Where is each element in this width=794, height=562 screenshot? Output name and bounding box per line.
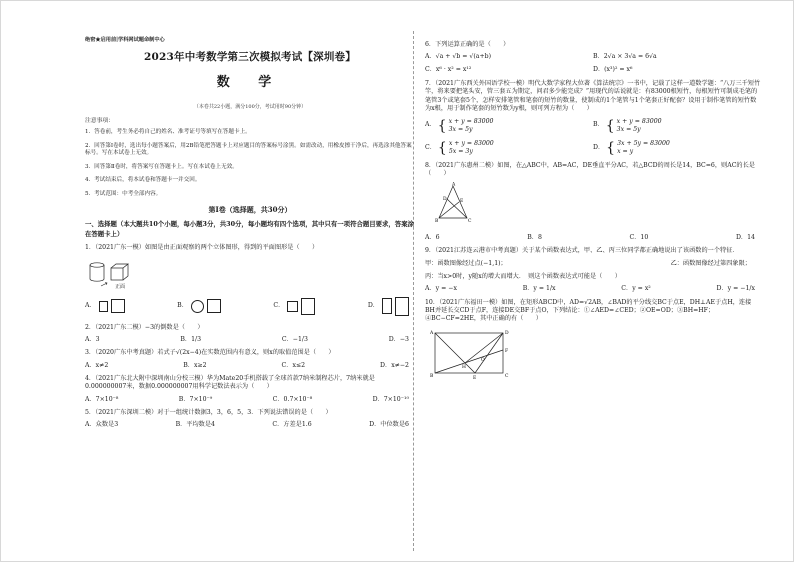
option-b[interactable]: B．7×10⁻⁹ [178,395,213,403]
option-c[interactable]: C．x≤2 [281,361,306,369]
note-item: 2．回答第Ⅰ卷时，选出每小题答案后，用2B铅笔把答题卡上对应题目的答案标号涂黑。如需改动，用橡皮擦干净后，再选涂其他答案标号。写在本试卷上无效。 [85,142,412,157]
option-c[interactable]: C．10 [629,233,649,241]
point-label-e: E [460,199,464,205]
point-label-f: F [505,348,509,354]
option-d[interactable] [593,140,761,156]
question-8-stem: 8．（2021广东惠州二模）如图，在△ABC中，AB=AC，DE垂直平分AC，若△BCD的周长是14，BC=6，则AC的长是（ ） [425,161,755,178]
rect-shape [301,298,315,315]
option-a[interactable]: A．x≠2 [85,361,109,369]
question-1-figure [85,259,415,289]
statement-bing: 丙：当x>0时，y随x的增大而增大． 则这个函数表达式可能是（ ） [425,272,621,280]
vertex-label-c: C [505,373,509,379]
part1-title: 第Ⅰ卷（选择题，共30分） [208,204,292,214]
option-b[interactable]: B．y = 1/x [522,285,556,293]
rectangle-figure [429,328,761,383]
question-4-options [85,396,415,404]
option-a[interactable]: A．√a + √b = √(a+b) [425,53,492,61]
question-10-stem: 10．（2021广东福田一模）如图，在矩形ABCD中，AD=√2AB，∠BAD的平分线交BC于点E，DH⊥AE于点H，连接BH并延长交CD于点F，连接DE交BF于点O，下列结论：①∠AED=∠CED；②OE=OD；③BH=HF；④BC−CF=2HE，其中正确的有（ ） [425,298,752,323]
equation-line: x + y = 83000 [616,117,662,125]
option-b-label: B． [177,301,188,309]
option-d[interactable]: D．−3 [388,335,409,343]
question-8-options [425,234,761,242]
option-d[interactable]: D．(x³)² = x⁶ [593,65,633,73]
question-1-stem: 1．（2021广东一模）如图是由正面观察的两个立体图形，得到的平面图形是（ ） [85,244,319,252]
equation-line: x + y = 83000 [448,117,494,125]
option-a[interactable]: A．众数是3 [85,421,119,429]
option-b[interactable] [177,299,221,313]
question-5-options [85,421,415,429]
option-a[interactable]: A．3 [85,335,100,343]
question-1-options [85,297,415,316]
rect-shape-tall [382,298,392,314]
brace-icon: { [437,139,447,156]
statement-jia: 甲：函数图像经过点(−1,1)； [425,259,507,267]
question-9-statements [425,260,761,268]
equation-line: x + y = 83000 [448,139,494,147]
option-d[interactable]: D．7×10⁻¹⁰ [372,395,409,403]
question-2-options [85,336,415,344]
point-label-h: H [462,364,466,370]
option-a[interactable]: A．y = −x [425,285,457,293]
square-shape [207,299,221,313]
option-c-label: C． [273,301,285,309]
option-a[interactable] [85,299,125,313]
option-d[interactable]: D．x≠−2 [380,361,409,369]
question-3-stem: 3．（2020广东中考真题）若式子√(2x−4)在实数范围内有意义，则x的取值范围是（ ） [85,349,335,357]
note-item: 4．考试结束后，将本试卷和答题卡一并交回。 [85,177,201,184]
question-3-options [85,362,415,370]
point-label-e: E [473,375,477,380]
question-2-stem: 2．（2021广东二模）−3的倒数是（ ） [85,323,204,331]
option-a-label: A． [85,301,96,309]
equation-line: x = y [617,147,634,155]
option-b[interactable]: B．8 [527,233,542,241]
rectangle-diagram [429,328,511,380]
option-c[interactable] [425,140,593,156]
square-shape-small [287,301,298,312]
option-d[interactable]: D．中位数是6 [369,421,409,429]
secret-mark: 绝密★启用前|学科网试题命制中心 [85,37,165,43]
option-a[interactable] [425,118,593,134]
question-7-stem: 7．（2021广东西关外国语学校一模）明代大数学家程大位著《算法统宗》一书中，记载了这样一道数学题：“八万三千短竹竿，将来要把笔头安，管三套五为期定，问君多少能完成？”用现代的话说就是：有83000根短竹，每根短竹可制成毛笔的笔管3个或笔套5个，怎样安排笔管和笔套的短竹的数量，使制成的1个笔管与1个笔套正好配套？设用于制作笔管的短竹数为x根，用于制作笔套的短竹数为y根，则可列方程为（ ） [425,80,761,113]
rect-shape-large [395,297,409,316]
triangle-diagram [433,182,477,226]
rect-shape-small [99,301,108,312]
option-c[interactable]: C．方差是1.6 [272,421,312,429]
option-a[interactable]: A．6 [425,233,440,241]
vertex-label-a: A [430,330,434,336]
option-b[interactable]: B．平均数是4 [175,421,215,429]
point-label-o: O [481,357,485,363]
question-6-options [425,53,761,74]
vertex-label-b: B [435,219,439,225]
option-d[interactable] [368,297,409,316]
question-9-options [425,285,761,293]
triangle-figure [433,182,761,229]
question-6-stem: 6．下列运算正确的是（ ） [425,41,510,48]
option-c[interactable]: C．y = x² [621,285,651,293]
option-c[interactable]: C．−1/3 [281,335,308,343]
vertex-label-d: D [505,330,509,336]
square-shape [111,299,125,313]
right-column [425,37,761,383]
note-item: 3．回答第Ⅱ卷时，将答案写在答题卡上。写在本试卷上无效。 [85,163,238,170]
notes-title: 注意事项： [85,118,114,125]
brace-icon: { [606,139,616,156]
option-c-label: C． [425,143,436,151]
option-b-label: B． [593,121,604,129]
part1-instructions: 一、选择题（本大题共10个小题，每小题3分，共30分，每小题均有四个选项，其中只有一项符合题目要求，答案涂在答题卡上） [85,220,414,238]
option-d-label: D． [593,143,605,151]
option-d[interactable]: D．y = −1/x [716,285,755,293]
option-a[interactable]: A．7×10⁻⁸ [85,395,119,403]
option-b[interactable]: B．1/3 [180,335,202,343]
option-d-label: D． [367,301,379,309]
equation-line: 5x = 3y [448,147,473,155]
equation-line: 3x = 5y [448,125,473,133]
question-9-stem: 9．（2021江苏连云港市中考真题）关于某个函数表达式，甲、乙、丙三位同学都正确地说出了该函数的一个特征． [425,247,739,255]
option-d[interactable]: D．14 [735,233,755,241]
option-a-label: A． [425,121,436,129]
brace-icon: { [605,117,615,134]
question-7-options [425,118,761,156]
option-c[interactable] [273,298,315,315]
vertex-label-a: A [452,182,456,188]
option-b[interactable] [593,118,761,134]
question-4-stem: 4．（2021广东北大附中深圳南山分校三模）华为Mate20手机搭载了全球首款7纳米制程芯片，7纳米就是0.000000007米，数据0.000000007用科学记数法表示为（ ） [85,375,375,391]
vertex-label-b: B [430,373,434,379]
option-c[interactable]: C．0.7×10⁻⁸ [272,395,313,403]
statement-yi: 乙：函数图像经过第四象限； [670,259,751,267]
brace-icon: { [437,117,447,134]
equation-line: 3x + 5y = 83000 [617,139,670,147]
vertex-label-c: C [468,219,472,225]
subject-title: 数 学 [216,75,284,91]
left-column [85,37,415,435]
front-label: 正面 [115,283,126,290]
note-item: 5．考试范围：中考全部内容。 [85,191,162,198]
option-b[interactable]: B．x≥2 [183,361,207,369]
exam-title: 2023年中考数学第三次模拟考试【深圳卷】 [144,51,356,64]
equation-line: 3x = 5y [616,125,641,133]
note-item: 1．答卷前，考生务必将自己的姓名、准考证号等填写在答题卡上。 [85,129,251,136]
exam-meta: （本卷共22小题，满分100分，考试用时90分钟） [193,103,307,110]
question-5-stem: 5．（2021广东深圳二模）对于一组统计数据3，3，6，5，3．下列说法错误的是（ ） [85,409,332,417]
option-c[interactable]: C．x⁶ · x² = x¹² [425,65,472,73]
option-b[interactable]: B．2√a × 3√a = 6√a [593,53,657,61]
point-label-d: D [443,197,447,203]
circle-shape [191,300,204,313]
